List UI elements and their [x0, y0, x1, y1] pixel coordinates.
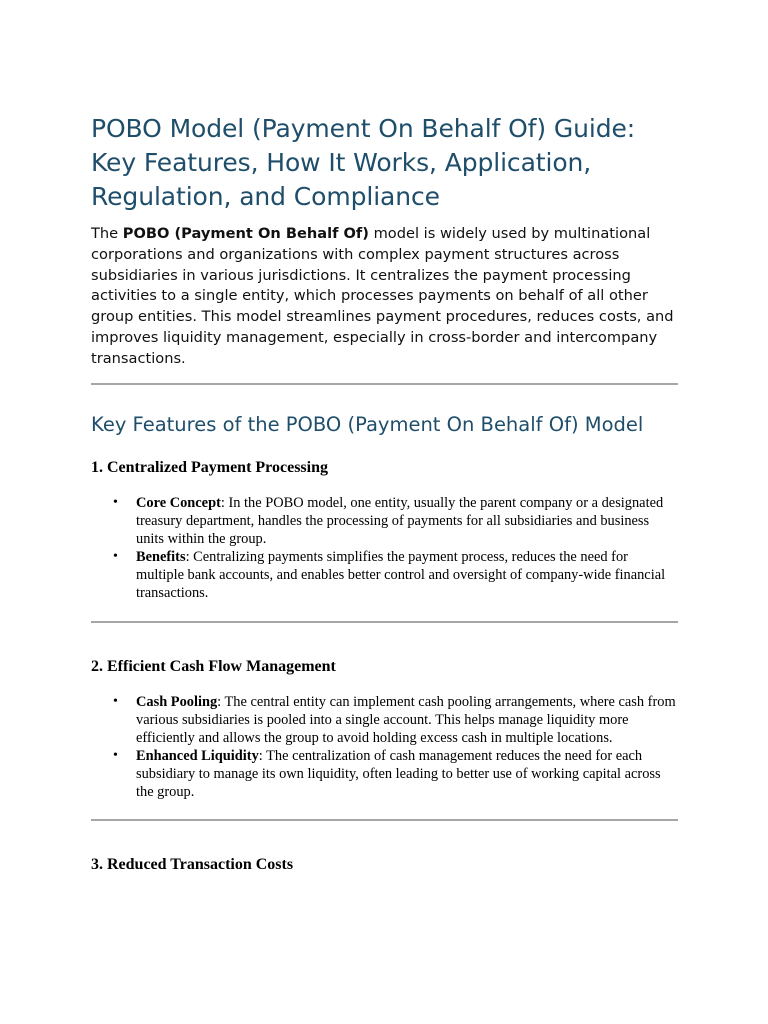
bullet-term: Core Concept	[136, 494, 221, 511]
divider	[91, 383, 678, 385]
feature-3-heading: 3. Reduced Transaction Costs	[91, 855, 294, 873]
bullet-text: : Centralizing payments simplifies the payment process, reduces the need for multiple bank accounts, and enables better control and oversight of company-wide financial transactions.	[136, 548, 666, 601]
list-item	[91, 693, 678, 747]
feature-2-heading: 2. Efficient Cash Flow Management	[91, 657, 336, 675]
list-item	[91, 494, 678, 548]
intro-prefix: The	[91, 225, 123, 242]
bullet-text: : The central entity can implement cash pooling arrangements, where cash from various subsidiaries is pooled into a single account. This helps manage liquidity more efficiently and allows the group to avoid holding excess cash in multiple locations.	[136, 693, 676, 746]
intro-body: model is widely used by multinational corporations and organizations with complex payment structures across subsidiaries in various jurisdictions. It centralizes the payment processing activities to a single entity, which processes payments on behalf of all other group entities. This model streamlines payment procedures, reduces costs, and improves liquidity management, especially in cross-border and intercompany transactions.	[91, 225, 674, 367]
bullet-term: Benefits	[136, 548, 186, 565]
bullet-icon: •	[113, 747, 118, 763]
bullet-text: : The centralization of cash management reduces the need for each subsidiary to manage its own liquidity, often leading to better use of working capital across the group.	[136, 747, 661, 800]
bullet-term: Enhanced Liquidity	[136, 747, 259, 764]
page-title: POBO Model (Payment On Behalf Of) Guide: Key Features, How It Works, Application, Regulation, and Compliance	[91, 114, 636, 211]
document-page	[91, 112, 678, 875]
feature-2-list	[91, 693, 678, 801]
divider	[91, 819, 678, 821]
bullet-icon: •	[113, 494, 118, 510]
bullet-icon: •	[113, 548, 118, 564]
bullet-icon: •	[113, 693, 118, 709]
bullet-term: Cash Pooling	[136, 693, 218, 710]
bullet-text: : In the POBO model, one entity, usually the parent company or a designated treasury department, handles the processing of payments for all subsidiaries and business units within the group.	[136, 494, 664, 547]
feature-1-heading: 1. Centralized Payment Processing	[91, 458, 328, 476]
intro-paragraph	[91, 224, 678, 370]
divider	[91, 621, 678, 623]
list-item	[91, 548, 678, 602]
list-item	[91, 747, 678, 801]
intro-bold-term: POBO (Payment On Behalf Of)	[122, 225, 369, 242]
feature-1-list	[91, 494, 678, 602]
key-features-heading: Key Features of the POBO (Payment On Behalf Of) Model	[91, 412, 644, 436]
